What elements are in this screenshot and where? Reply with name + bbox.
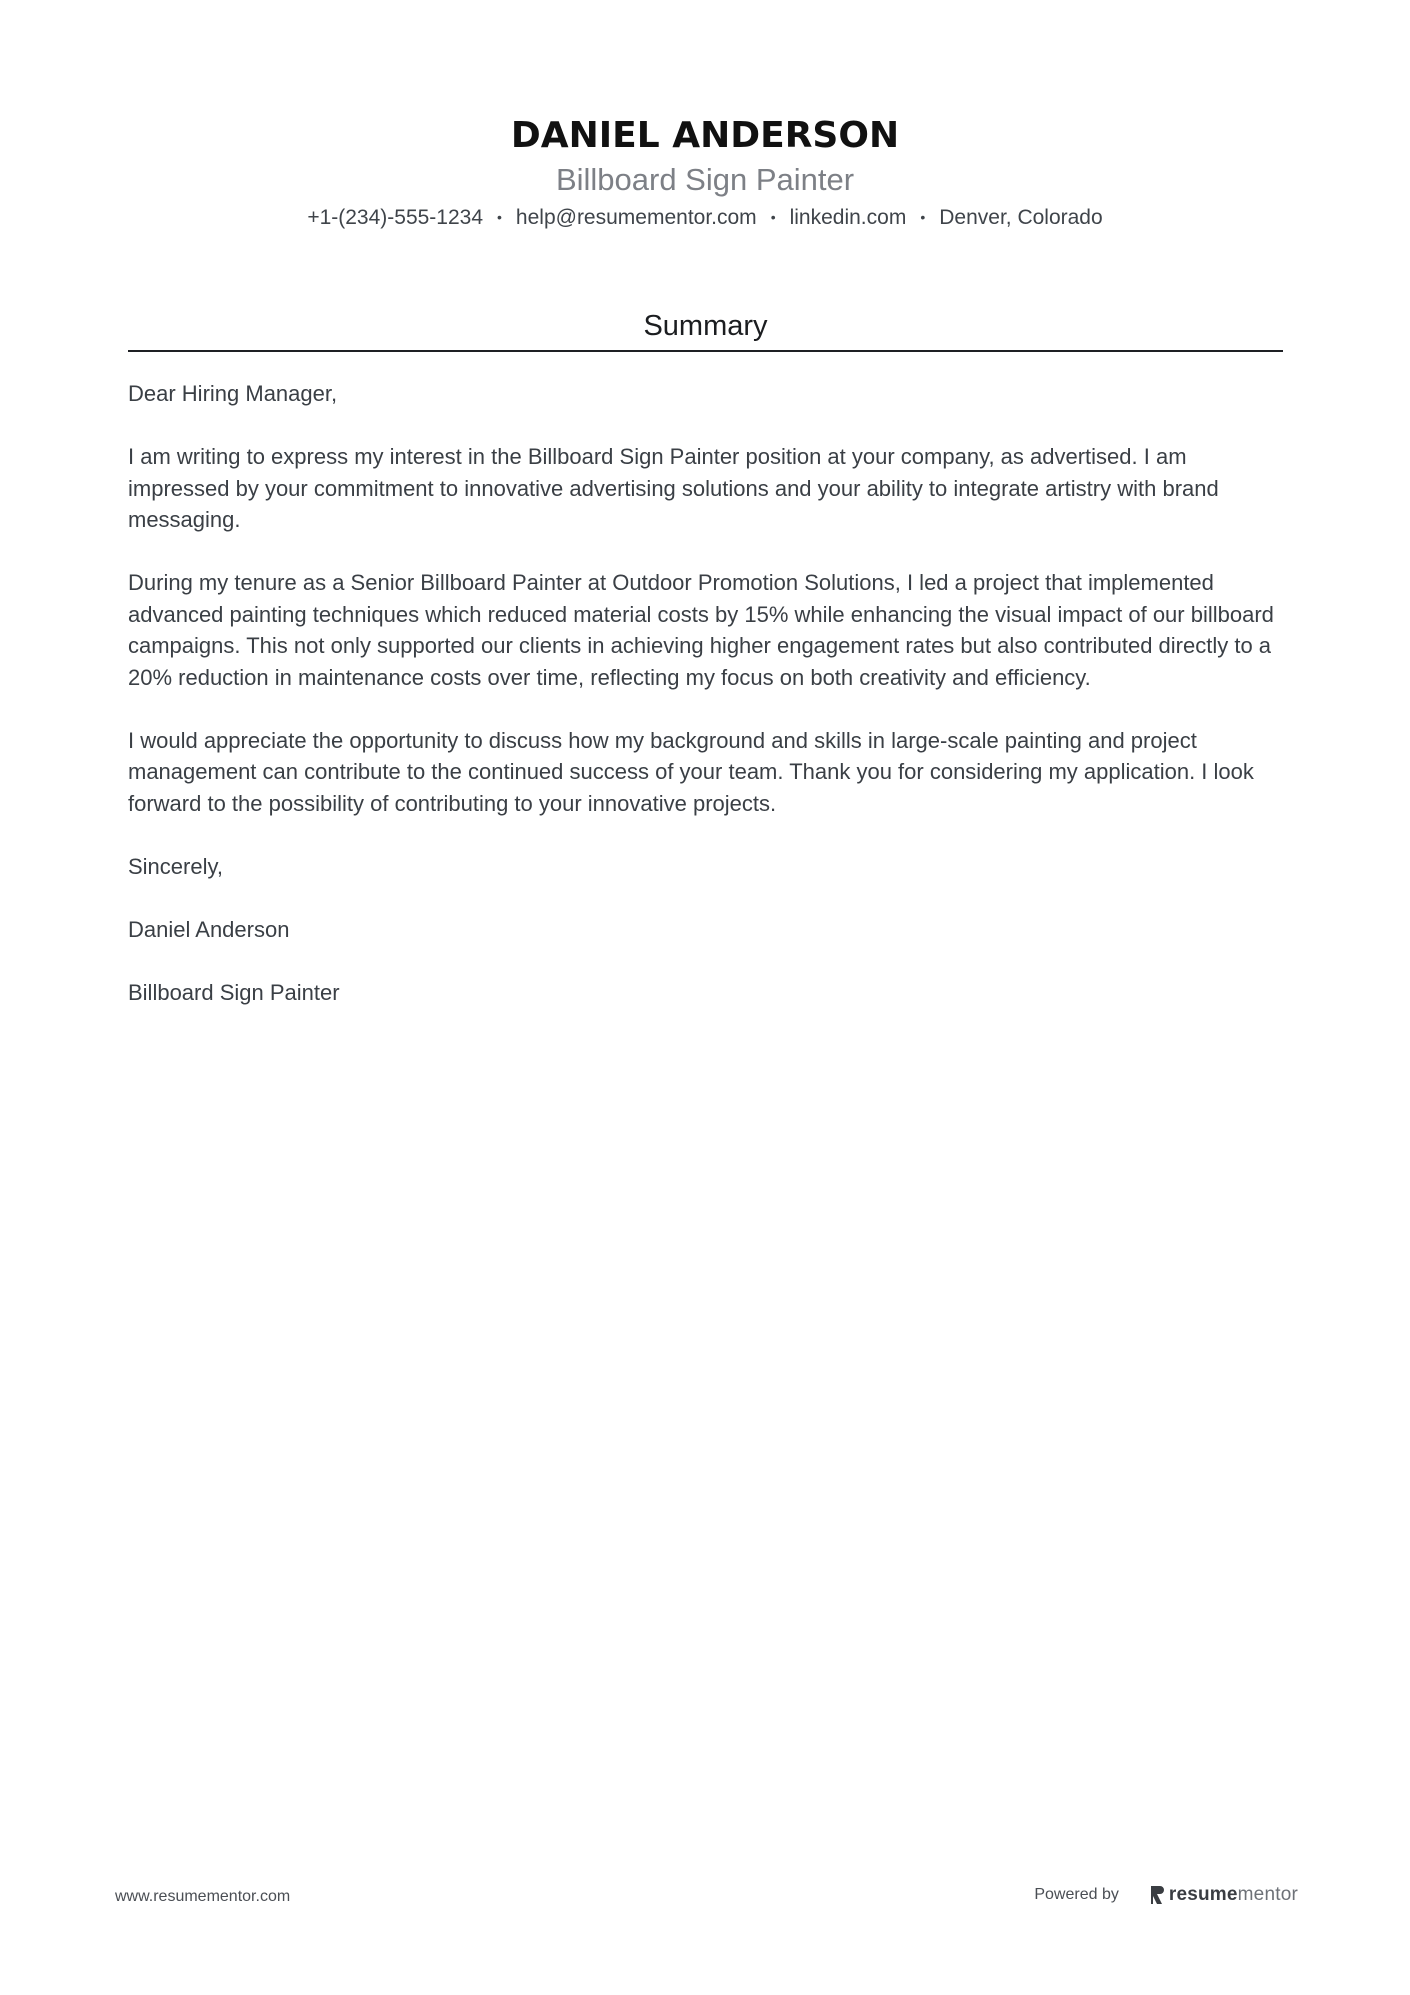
letter-paragraph: I would appreciate the opportunity to discuss how my background and skills in large-scale painting and project management can contribute to the continued success of your team. Thank you for considering my application. I look forward to the possibility of contributing to your innovative projects. <box>128 727 1254 816</box>
contact-separator: • <box>497 209 502 225</box>
brand-name-light: mentor <box>1237 1884 1298 1905</box>
brand-name-bold: resume <box>1168 1884 1238 1905</box>
contact-separator: • <box>770 209 776 225</box>
contact-location: Denver, Colorado <box>939 206 1103 229</box>
brand-logo[interactable] <box>1149 1884 1298 1906</box>
contact-email[interactable]: help@resumementor.com <box>515 206 757 229</box>
resumementor-logo-icon <box>1149 1885 1165 1905</box>
contact-website[interactable]: linkedin.com <box>789 206 907 229</box>
contact-phone: +1-(234)-555-1234 <box>307 206 484 229</box>
candidate-name: DANIEL ANDERSON <box>510 115 900 156</box>
header <box>0 112 1410 235</box>
signature-name: Daniel Anderson <box>128 916 290 942</box>
candidate-role: Billboard Sign Painter <box>555 162 855 197</box>
letter-paragraph: I am writing to express my interest in the Billboard Sign Painter position at your company, as advertised. I am impressed by your commitment to innovative advertising solutions and your ability to integrate artistry with brand messaging. <box>128 444 1219 532</box>
salutation: Dear Hiring Manager, <box>128 381 338 406</box>
section-title: Summary <box>643 310 768 342</box>
contact-line <box>0 200 1410 235</box>
contact-separator: • <box>920 209 926 225</box>
letter-body <box>128 378 1288 1040</box>
powered-by-label: Powered by <box>1034 1886 1119 1903</box>
closing: Sincerely, <box>128 853 223 879</box>
footer-branding <box>1034 1884 1298 1906</box>
footer-website[interactable]: www.resumementor.com <box>115 1888 291 1905</box>
signature-title: Billboard Sign Painter <box>128 979 340 1005</box>
letter-paragraph: During my tenure as a Senior Billboard Painter at Outdoor Promotion Solutions, I led a project that implemented advanced painting techniques which reduced material costs by 15% while enhancing the visual impact of our billboard campaigns. This not only supported our clients in achieving higher engagement rates but also contributed directly to a 20% reduction in maintenance costs over time, reflecting my focus on both creativity and efficiency. <box>128 570 1274 690</box>
section-divider <box>128 350 1283 352</box>
